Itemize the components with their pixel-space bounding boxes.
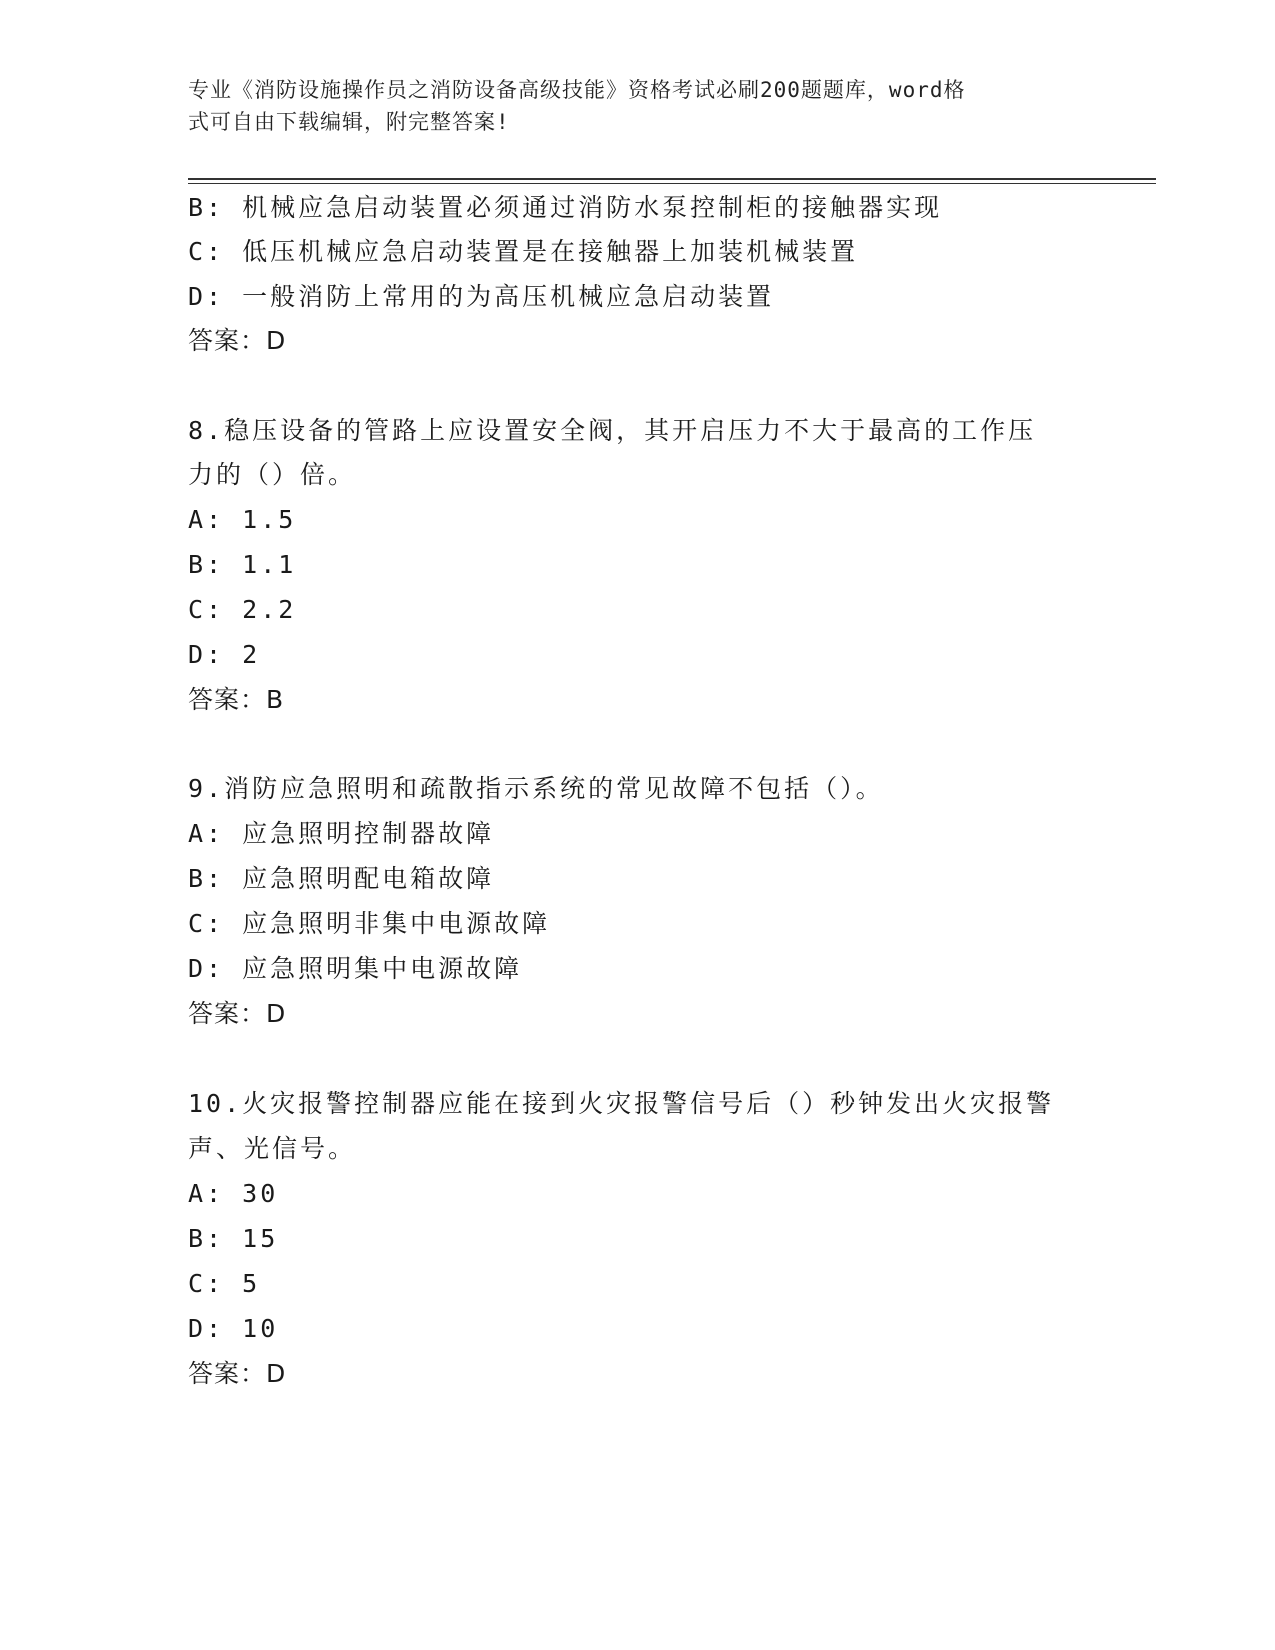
question-10-option-d: D: 10: [188, 1314, 279, 1343]
question-10-option-a: A: 30: [188, 1179, 279, 1208]
prev-question-answer: 答案：D: [188, 326, 287, 355]
question-10-option-c: C: 5: [188, 1269, 261, 1298]
question-9-option-c: C: 应急照明非集中电源故障: [188, 909, 551, 938]
question-10-stem-line-1: 10.火灾报警控制器应能在接到火灾报警信号后（）秒钟发出火灾报警: [188, 1089, 1055, 1118]
header-divider-top: [188, 178, 1156, 180]
document-header: [188, 74, 1068, 138]
prev-question-option-b: B: 机械应急启动装置必须通过消防水泵控制柜的接触器实现: [188, 193, 943, 222]
question-9-stem-line-1: 9.消防应急照明和疏散指示系统的常见故障不包括（）。: [188, 774, 884, 803]
question-9-option-b: B: 应急照明配电箱故障: [188, 864, 495, 893]
question-9-option-d: D: 应急照明集中电源故障: [188, 954, 523, 983]
header-divider-bottom: [188, 183, 1156, 184]
question-9-answer: 答案：D: [188, 999, 287, 1028]
question-9-option-a: A: 应急照明控制器故障: [188, 819, 495, 848]
question-8-option-c: C: 2.2: [188, 595, 297, 624]
question-10-option-b: B: 15: [188, 1224, 279, 1253]
prev-question-option-c: C: 低压机械应急启动装置是在接触器上加装机械装置: [188, 237, 859, 266]
question-8-stem-line-2: 力的（）倍。: [188, 460, 357, 489]
question-8-option-d: D: 2: [188, 640, 261, 669]
header-line-1: 专业《消防设施操作员之消防设备高级技能》资格考试必刷200题题库，word格: [188, 78, 966, 102]
question-8-option-a: A: 1.5: [188, 505, 297, 534]
header-line-2: 式可自由下载编辑，附完整答案!: [188, 110, 510, 134]
question-8-answer: 答案：B: [188, 685, 285, 714]
prev-question-option-d: D: 一般消防上常用的为高压机械应急启动装置: [188, 282, 775, 311]
question-8-stem-line-1: 8.稳压设备的管路上应设置安全阀，其开启压力不大于最高的工作压: [188, 416, 1037, 445]
question-8-option-b: B: 1.1: [188, 550, 297, 579]
question-10-stem-line-2: 声、光信号。: [188, 1134, 357, 1163]
question-10-answer: 答案：D: [188, 1359, 287, 1388]
